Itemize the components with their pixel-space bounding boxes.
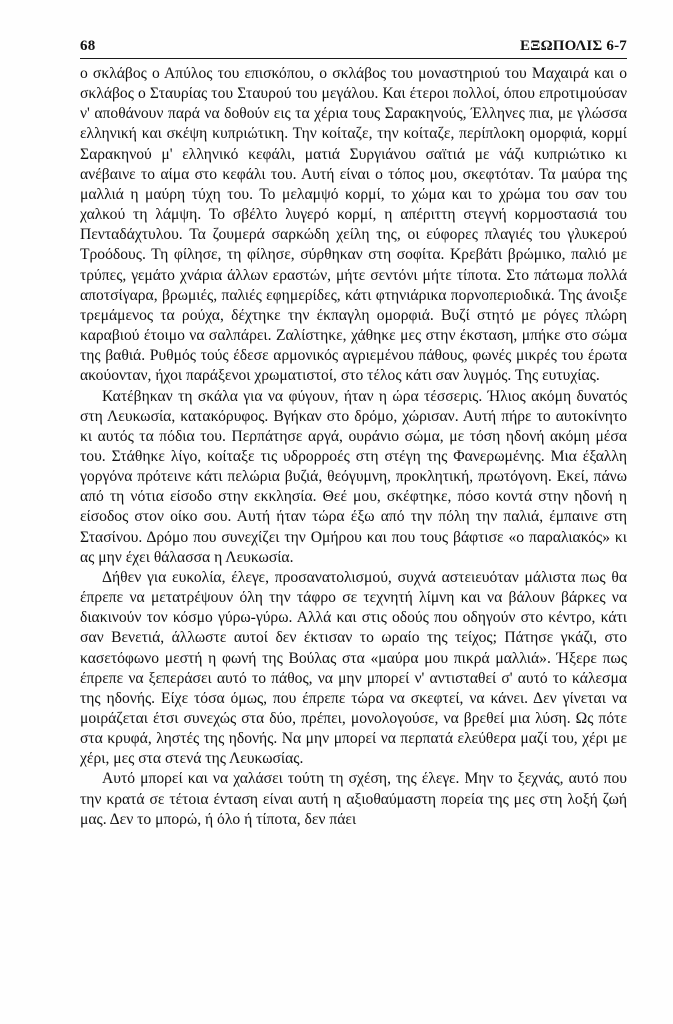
paragraph-3: Δήθεν για ευκολία, έλεγε, προσανατολισμού, συχνά αστειευόταν μάλιστα πως θα έπρεπε να μετατρέψουν όλη την τάφρο σε τεχνητή λίμνη και να βάλουν βάρκες να διακινούν τον κόσμο γύρω-γύρω. Αλλά και στις οδούς που οδηγούν στο κέντρο, κάτι σαν Βενετιά, άλλωστε αυτοί δεν έκτισαν το ωραίο της τείχος; Πάτησε γκάζι, στο κασετόφωνο μεστή η φωνή της Βούλας στα «μαύρα μου πικρά μαλλιά». Ήξερε πως έπρεπε να ξεπεράσει αυτό το πάθος, να μην μπορεί ν' αντισταθεί σ' αυτό το κάλεσμα της ηδονής. Είχε τόσα όμως, που έπρεπε τώρα να σκεφτεί, να κάνει. Δεν γίνεται να μοιράζεται έτσι συνεχώς στα δύο, πρέπει, μονολογούσε, να βρεθεί μια λύση. Ως πότε στα κρυφά, ληστές της ηδονής. Να μην μπορεί να περπατά ελεύθερα μαζί του, χέρι με χέρι, μες στα στενά της Λευκωσίας.: [80, 568, 627, 768]
body-text: [80, 64, 627, 830]
running-header: [80, 36, 627, 59]
paragraph-4: Αυτό μπορεί και να χαλάσει τούτη τη σχέση, της έλεγε. Μην το ξεχνάς, αυτό που την κρατά σε τέτοια ένταση είναι αυτή η αξιοθαύμαστη πορεία της μες στη λοξή ζωή μας. Δεν το μπορώ, ή όλο ή τίποτα, δεν πάει: [80, 770, 627, 828]
paragraph-2: Κατέβηκαν τη σκάλα για να φύγουν, ήταν η ώρα τέσσερις. Ήλιος ακόμη δυνατός στη Λευκωσία, κατακόρυφος. Βγήκαν στο δρόμο, χώρισαν. Αυτή πήρε το αυτοκίνητο κι αυτός τα πόδια του. Περπάτησε αργά, ουράνιο σώμα, με τόση ηδονή ακόμη μέσα του. Στάθηκε λίγο, κοίταξε τις υδρορροές στη στέγη της Φανερωμένης. Μια έξαλλη γοργόνα πρότεινε κάτι πελώρια βυζιά, θεόγυμνη, προκλητική, πρωτόγονη. Εκεί, πάνω από τη νότια είσοδο στην εκκλησία. Θεέ μου, σκέφτηκε, πόσο κοντά στην ηδονή η είσοδος στον οίκο σου. Αυτή ήταν τώρα έξω από την πόλη την παλιά, έμπαινε στη Στασίνου. Δρόμο που συνεχίζει την Ομήρου και που τους βάφτισε «ο παραλιακός» κι ας μην έχει θάλασσα η Λευκωσία.: [80, 387, 627, 566]
page-number: 68: [80, 38, 96, 54]
running-title: ΕΞΩΠΟΛΙΣ 6-7: [520, 38, 627, 54]
paragraph-1: ο σκλάβος ο Απύλος του επισκόπου, ο σκλάβος του μοναστηριού του Μαχαιρά και ο σκλάβος ο Σταυρίας του Σταυρού του μεγάλου. Και έτεροι πολλοί, όπου επροτιμούσαν ν' αποθάνουν παρά να δοθούν εις τα χέρια τους Σαρακηνούς, Έλληνες πια, με γλώσσα ελληνική και σκέψη κυπριώτικη. Την κοίταζε, την κοίταζε, περίπλοκη ομορφιά, κορμί Σαρακηνού μ' ελληνικό κεφάλι, ματιά Συργιάνου σαϊτιά με νάζι κυπριώτικο κι ανέβαινε το αίμα στο κεφάλι του. Αυτή είναι ο τόπος μου, σκεφτόταν. Τα μαύρα της μαλλιά η μαύρη τύχη του. Το μελαμψό κορμί, το χώμα και το χρώμα του σαν του χαλκού τη λάμψη. Το σβέλτο λυγερό κορμί, η απέριττη στεγνή κορμοστασιά του Πενταδάχτυλου. Τα ζουμερά σαρκώδη χείλη της, οι εύφορες πλαγιές του γλυκερού Τροόδους. Τη φίλησε, τη φίλησε, σύρθηκαν στη σοφίτα. Κρεβάτι βρώμικο, παλιό με τρύπες, γεμάτο χνάρια άλλων εραστών, μήτε σεντόνι μήτε τίποτα. Στο πάτωμα πολλά αποτσίγαρα, βρωμιές, παλιές εφημερίδες, κάτι φτηνιάρικα πορνοπεριοδικά. Της άνοιξε τρεμάμενος τα ρούχα, δέχτηκε την έκπαγλη ομορφιά. Βυζί στητό με ρόγες πλώρη καραβιού έτοιμο να σαλπάρει. Ζαλίστηκε, χάθηκε μες στην έκσταση, μπήκε στο σώμα της βαθιά. Ρυθμός τούς έδεσε αρμονικός αγριεμένου πάθους, φωνές μικρές του έρωτα ακούονταν, ήχοι παράξενοι χρωματιστοί, στο τέλος κάτι σαν λυγμός. Της ευτυχίας.: [80, 65, 627, 385]
